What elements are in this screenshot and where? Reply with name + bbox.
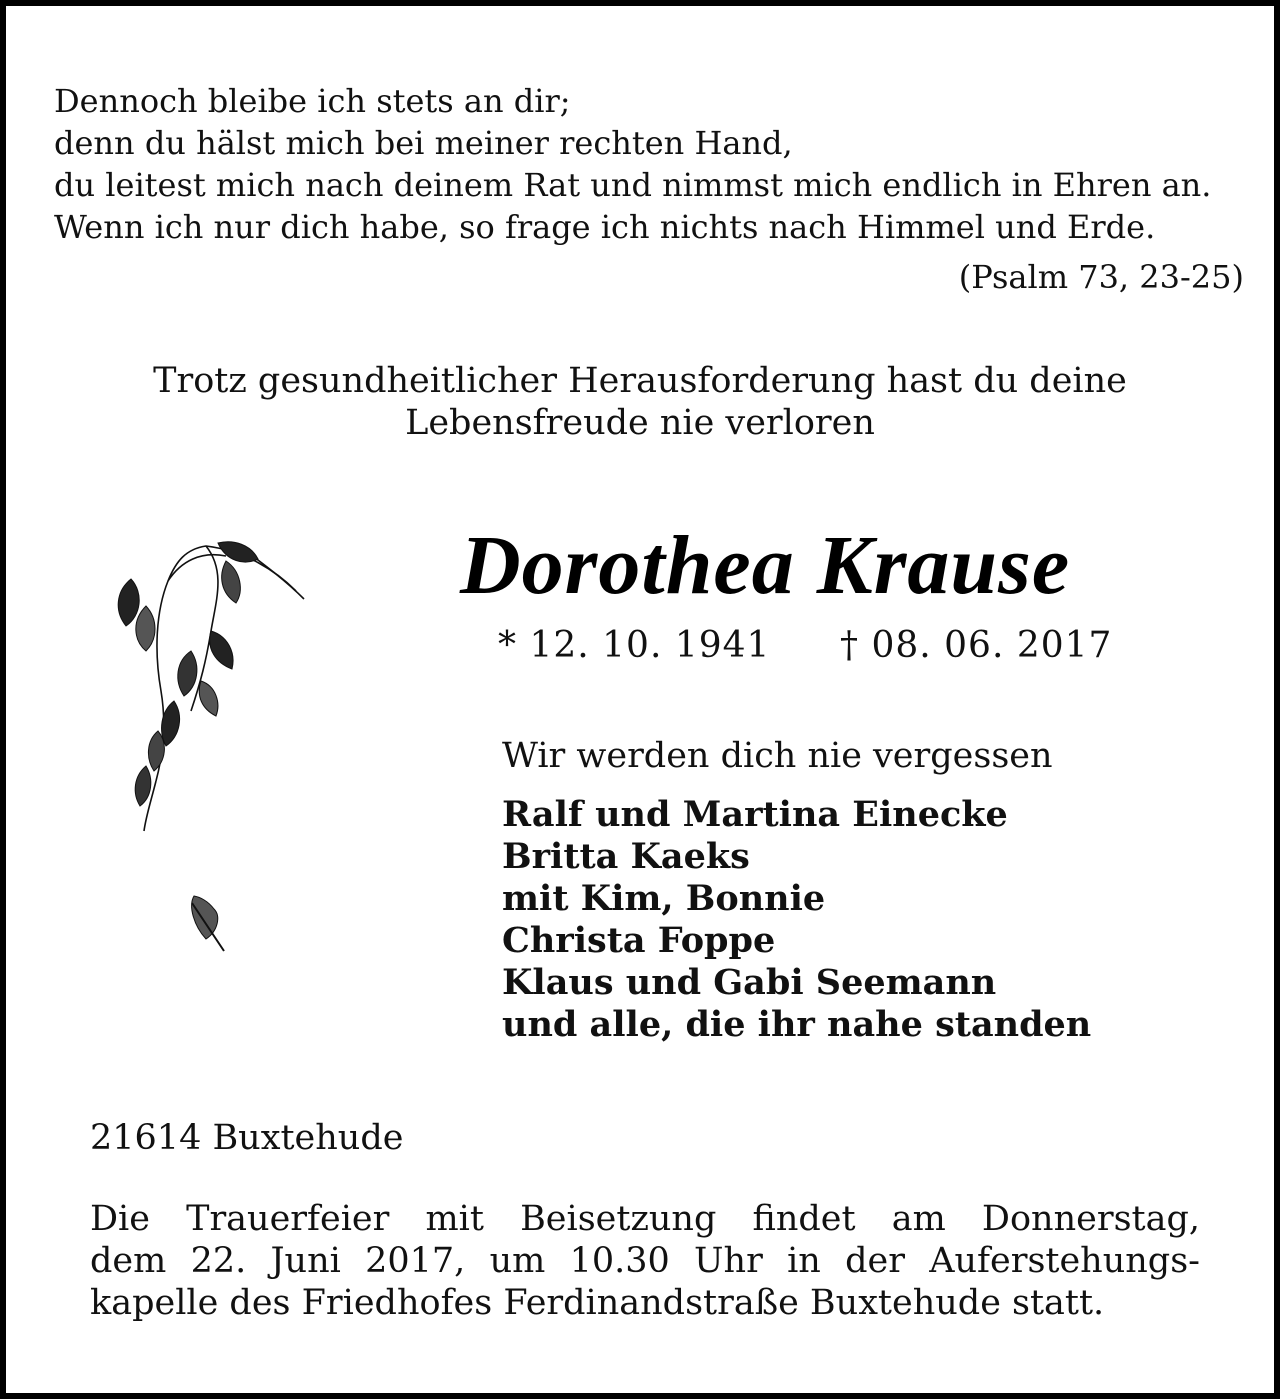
psalm-line: Wenn ich nur dich habe, so frage ich nichts nach Himmel und Erde. [54, 208, 1156, 246]
place: 21614 Buxtehude [90, 1118, 404, 1158]
birth-date: * 12. 10. 1941 [498, 625, 771, 666]
psalm-line: Dennoch bleibe ich stets an dir; [54, 82, 571, 120]
psalm-line: denn du hälst mich bei meiner rechten Hand, [54, 124, 793, 162]
funeral-notice [90, 1198, 1200, 1324]
motto [6, 360, 1274, 444]
funeral-line: kapelle des Friedhofes Ferdinandstraße Buxtehude statt. [90, 1283, 1105, 1323]
funeral-line: Die Trauerfeier mit Beisetzung findet am Donnerstag, [90, 1199, 1200, 1239]
psalm-quote [54, 80, 1244, 296]
farewell-text: Wir werden dich nie vergessen [502, 736, 1053, 776]
funeral-line: dem 22. Juni 2017, um 10.30 Uhr in der Auferstehungs- [90, 1241, 1200, 1281]
motto-line: Lebensfreude nie verloren [405, 403, 875, 443]
death-date: † 08. 06. 2017 [840, 625, 1113, 666]
psalm-reference: (Psalm 73, 23-25) [958, 258, 1244, 296]
mourner-name: Ralf und Martina Einecke [502, 794, 1008, 835]
mourner-name: Britta Kaeks [502, 836, 750, 877]
mourners-list [502, 794, 1091, 1046]
deceased-name: Dorothea Krause [460, 519, 1071, 612]
motto-line: Trotz gesundheitlicher Herausforderung hast du deine [153, 361, 1127, 401]
mourner-name: mit Kim, Bonnie [502, 878, 826, 919]
birch-branch-icon [106, 531, 316, 971]
mourner-name: Klaus und Gabi Seemann [502, 962, 997, 1003]
psalm-line: du leitest mich nach deinem Rat und nimmst mich endlich in Ehren an. [54, 166, 1212, 204]
mourner-name: und alle, die ihr nahe standen [502, 1004, 1092, 1045]
mourner-name: Christa Foppe [502, 920, 776, 961]
